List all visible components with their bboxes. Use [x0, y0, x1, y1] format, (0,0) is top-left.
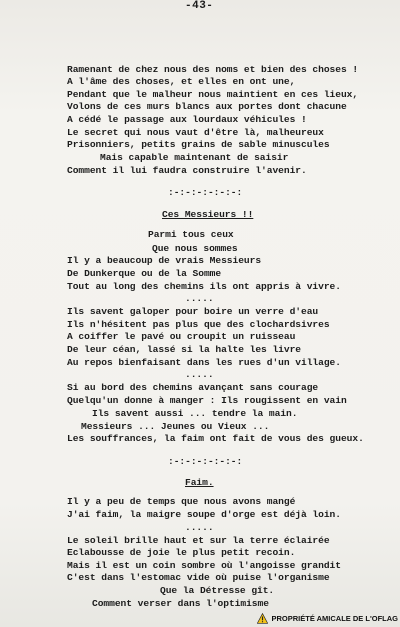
poem-line: Quelqu'un donne à manger : Ils rougissent en vain [67, 395, 347, 406]
poem-line: Volons de ces murs blancs aux portes dont chacune [67, 101, 347, 112]
stanza-separator: ..... [185, 293, 214, 304]
stanza-separator: ..... [185, 369, 214, 380]
poem-line: Tout au long des chemins ils ont appris à vivre. [67, 281, 341, 292]
stanza-separator: ..... [185, 522, 214, 533]
poem-line: Prisonniers, petits grains de sable minuscules [67, 139, 330, 150]
poem-line: Si au bord des chemins avançant sans courage [67, 382, 319, 393]
ownership-footer [257, 611, 398, 625]
poem-line: Parmi tous ceux [148, 229, 234, 240]
warning-triangle-icon [257, 613, 268, 624]
poem-line: A coiffer le pavé ou croupit un ruisseau [67, 331, 296, 342]
section-separator: :-:-:-:-:-:-: [168, 456, 243, 467]
poem-line: Que nous sommes [152, 243, 238, 254]
poem-line: Les souffrances, la faim ont fait de vous des gueux. [67, 433, 364, 444]
poem-line: Mais capable maintenant de saisir [100, 152, 289, 163]
poem-line: Comment il lui faudra construire l'avenir. [67, 165, 307, 176]
section-title: Faim. [185, 477, 214, 488]
poem-line: Il y a beaucoup de vrais Messieurs [67, 255, 262, 266]
poem-line: De Dunkerque ou de la Somme [67, 268, 222, 279]
poem-line: Eclabousse de joie le plus petit recoin. [67, 547, 296, 558]
poem-line: A cédé le passage aux lourdaux véhicules ! [67, 114, 307, 125]
poem-line: Pendant que le malheur nous maintient en ces lieux, [67, 89, 359, 100]
poem-line: Mais il est un coin sombre où l'angoisse grandit [67, 560, 341, 571]
poem-line: A l'âme des choses, et elles en ont une, [67, 76, 296, 87]
page-number: -43- [185, 0, 214, 12]
poem-line: Messieurs ... Jeunes ou Vieux ... [81, 421, 270, 432]
poem-line: De leur céan, lassé si la halte les livre [67, 344, 301, 355]
poem-line: Le secret qui nous vaut d'être là, malheureux [67, 127, 324, 138]
poem-line: C'est dans l'estomac vide où puise l'organisme [67, 572, 330, 583]
poem-line: Que la Détresse gît. [160, 585, 275, 596]
poem-line: Ils savent galoper pour boire un verre d'eau [67, 306, 319, 317]
ownership-text: PROPRIÉTÉ AMICALE DE L'OFLAG [271, 613, 398, 623]
poem-line: Le soleil brille haut et sur la terre éclairée [67, 535, 330, 546]
poem-line: Ils savent aussi ... tendre la main. [92, 408, 298, 419]
poem-line: Ramenant de chez nous des noms et bien des choses ! [67, 64, 359, 75]
poem-line: Au repos bienfaisant dans les rues d'un village. [67, 357, 341, 368]
poem-line: J'ai faim, la maigre soupe d'orge est déjà loin. [67, 509, 341, 520]
section-title: Ces Messieurs !! [162, 209, 254, 220]
poem-line: Il y a peu de temps que nous avons mangé [67, 496, 296, 507]
section-separator: :-:-:-:-:-:-: [168, 187, 243, 198]
poem-line: Ils n'hésitent pas plus que des clochardsivres [67, 319, 330, 330]
poem-line: Comment verser dans l'optimisme [92, 598, 269, 609]
